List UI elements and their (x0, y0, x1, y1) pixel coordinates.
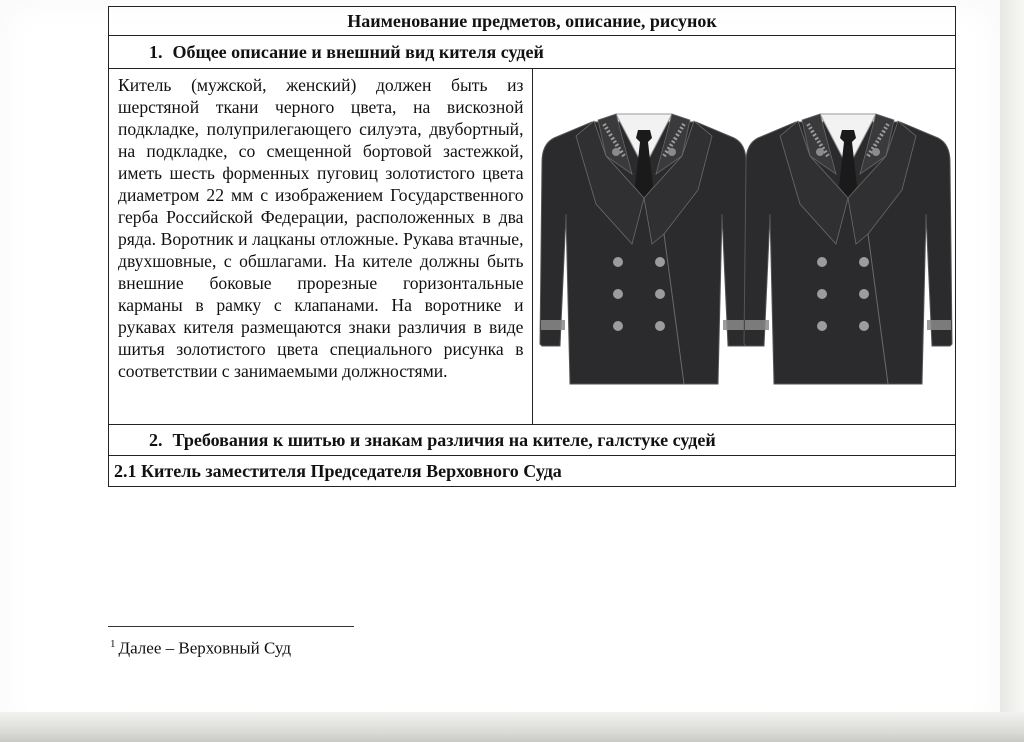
footnote-mark: 1 (110, 638, 116, 650)
footnote-text: Далее – Верховный Суд (118, 638, 291, 658)
jacket-illustration-cell (532, 69, 956, 425)
section-2-heading (109, 425, 956, 456)
section-1-title: Общее описание и внешний вид кителя судей (172, 41, 544, 62)
jacket-description: Китель (мужской, женский) должен быть из шерстяной ткани черного цвета, на вискозной подкладке, полуприлегающего силуэта, двубортный, на подкладке, со смещенной бортовой застежкой, иметь шесть форменных пуговиц золотистого цвета диаметром 22 мм с изображением Государственного герба Российской Федерации, расположенных в два ряда. Воротник и лацканы отложные. Рукава втачные, двухшовные, с обшлагами. На кителе должны быть внешние боковые прорезные горизонтальные карманы в рамку с клапанами. На воротнике и рукавах кителя размещаются знаки различия в виде шитья золотистого цвета специального рисунка в соответствии с занимаемыми должностями. (109, 69, 533, 425)
scan-edge-bottom (0, 712, 1024, 742)
uniform-table (108, 6, 956, 487)
table-header: Наименование предметов, описание, рисунок (109, 7, 956, 36)
section-2-title: Требования к шитью и знакам различия на кителе, галстуке судей (172, 429, 716, 450)
section-2-1-heading: 2.1 Китель заместителя Председателя Верховного Суда (109, 456, 956, 487)
judge-jackets-illustration (534, 74, 954, 414)
footnote-separator (108, 626, 354, 627)
section-1-heading (109, 36, 956, 69)
male-jacket (540, 114, 748, 384)
scan-edge (1000, 0, 1024, 742)
section-1-number: 1. (149, 41, 163, 62)
section-2-number: 2. (149, 429, 163, 450)
female-jacket (744, 114, 952, 384)
footnote (110, 638, 291, 659)
